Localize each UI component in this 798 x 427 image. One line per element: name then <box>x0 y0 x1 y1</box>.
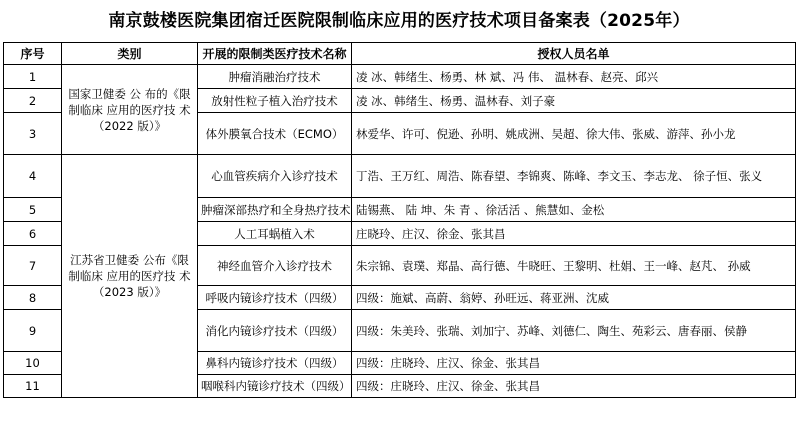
staff-list: 四级：施斌、高蔚、翁婷、孙旺远、蒋亚洲、沈威 <box>352 286 796 310</box>
staff-list: 凌 冰、韩绪生、杨勇、林 斌、冯 伟、 温林春、赵亮、邱兴 <box>352 65 796 89</box>
category-national-label: 国家卫健委 公 布的《限制临床 应用的医疗技 术（2022 版）》 <box>68 86 191 133</box>
staff-list: 庄晓玲、庄汉、徐金、张其昌 <box>352 222 796 246</box>
staff-list: 朱宗锦、袁璞、郑晶、高行德、牛晓旺、王黎明、杜娟、王一峰、赵芃、 孙威 <box>352 246 796 286</box>
tech-name: 鼻科内镜诊疗技术（四级） <box>198 352 352 375</box>
row-number: 7 <box>4 246 62 286</box>
row-number: 3 <box>4 113 62 155</box>
table-row <box>4 65 796 89</box>
tech-name: 呼吸内镜诊疗技术（四级） <box>198 286 352 310</box>
row-number: 8 <box>4 286 62 310</box>
row-number: 1 <box>4 65 62 89</box>
header-tech: 开展的限制类医疗技术名称 <box>198 43 352 65</box>
row-number: 9 <box>4 310 62 352</box>
tech-name: 放射性粒子植入治疗技术 <box>198 89 352 113</box>
staff-list: 四级：庄晓玲、庄汉、徐金、张其昌 <box>352 352 796 375</box>
table-header-row <box>4 43 796 65</box>
tech-name: 神经血管介入诊疗技术 <box>198 246 352 286</box>
staff-list: 四级：庄晓玲、庄汉、徐金、张其昌 <box>352 375 796 398</box>
tech-name: 咽喉科内镜诊疗技术（四级） <box>198 375 352 398</box>
category-jiangsu-label: 江苏省卫健委 公布《限制临床 应用的医疗技 术（2023 版）》 <box>68 253 191 299</box>
staff-list: 陆锡燕、 陆 坤、朱 青 、徐活活 、熊慧如、金松 <box>352 198 796 222</box>
staff-list: 四级：朱美玲、张瑞、刘加宁、苏峰、刘德仁、陶生、苑彩云、唐春丽、侯静 <box>352 310 796 352</box>
staff-list: 林爱华、许可、倪逊、孙明、姚成洲、吴超、徐大伟、张威、游萍、孙小龙 <box>352 113 796 155</box>
category-national <box>62 65 198 155</box>
row-number: 2 <box>4 89 62 113</box>
tech-name: 消化内镜诊疗技术（四级） <box>198 310 352 352</box>
header-seq: 序号 <box>4 43 62 65</box>
row-number: 10 <box>4 352 62 375</box>
table-row <box>4 155 796 198</box>
row-number: 6 <box>4 222 62 246</box>
tech-name: 肿瘤深部热疗和全身热疗技术 <box>198 198 352 222</box>
row-number: 11 <box>4 375 62 398</box>
row-number: 5 <box>4 198 62 222</box>
tech-name: 体外膜氧合技术（ECMO） <box>198 113 352 155</box>
header-staff: 授权人员名单 <box>352 43 796 65</box>
tech-name: 肿瘤消融治疗技术 <box>198 65 352 89</box>
header-category: 类别 <box>62 43 198 65</box>
tech-name: 心血管疾病介入诊疗技术 <box>198 155 352 198</box>
filing-table <box>3 42 796 398</box>
category-jiangsu <box>62 155 198 398</box>
staff-list: 凌 冰、韩绪生、杨勇、温林春、刘子豪 <box>352 89 796 113</box>
row-number: 4 <box>4 155 62 198</box>
document-title: 南京鼓楼医院集团宿迁医院限制临床应用的医疗技术项目备案表（2025年） <box>108 11 690 31</box>
tech-name: 人工耳蜗植入术 <box>198 222 352 246</box>
staff-list: 丁浩、王万红、周浩、陈春望、李锦爽、陈峰、李文玉、李志龙、 徐子恒、张义 <box>352 155 796 198</box>
